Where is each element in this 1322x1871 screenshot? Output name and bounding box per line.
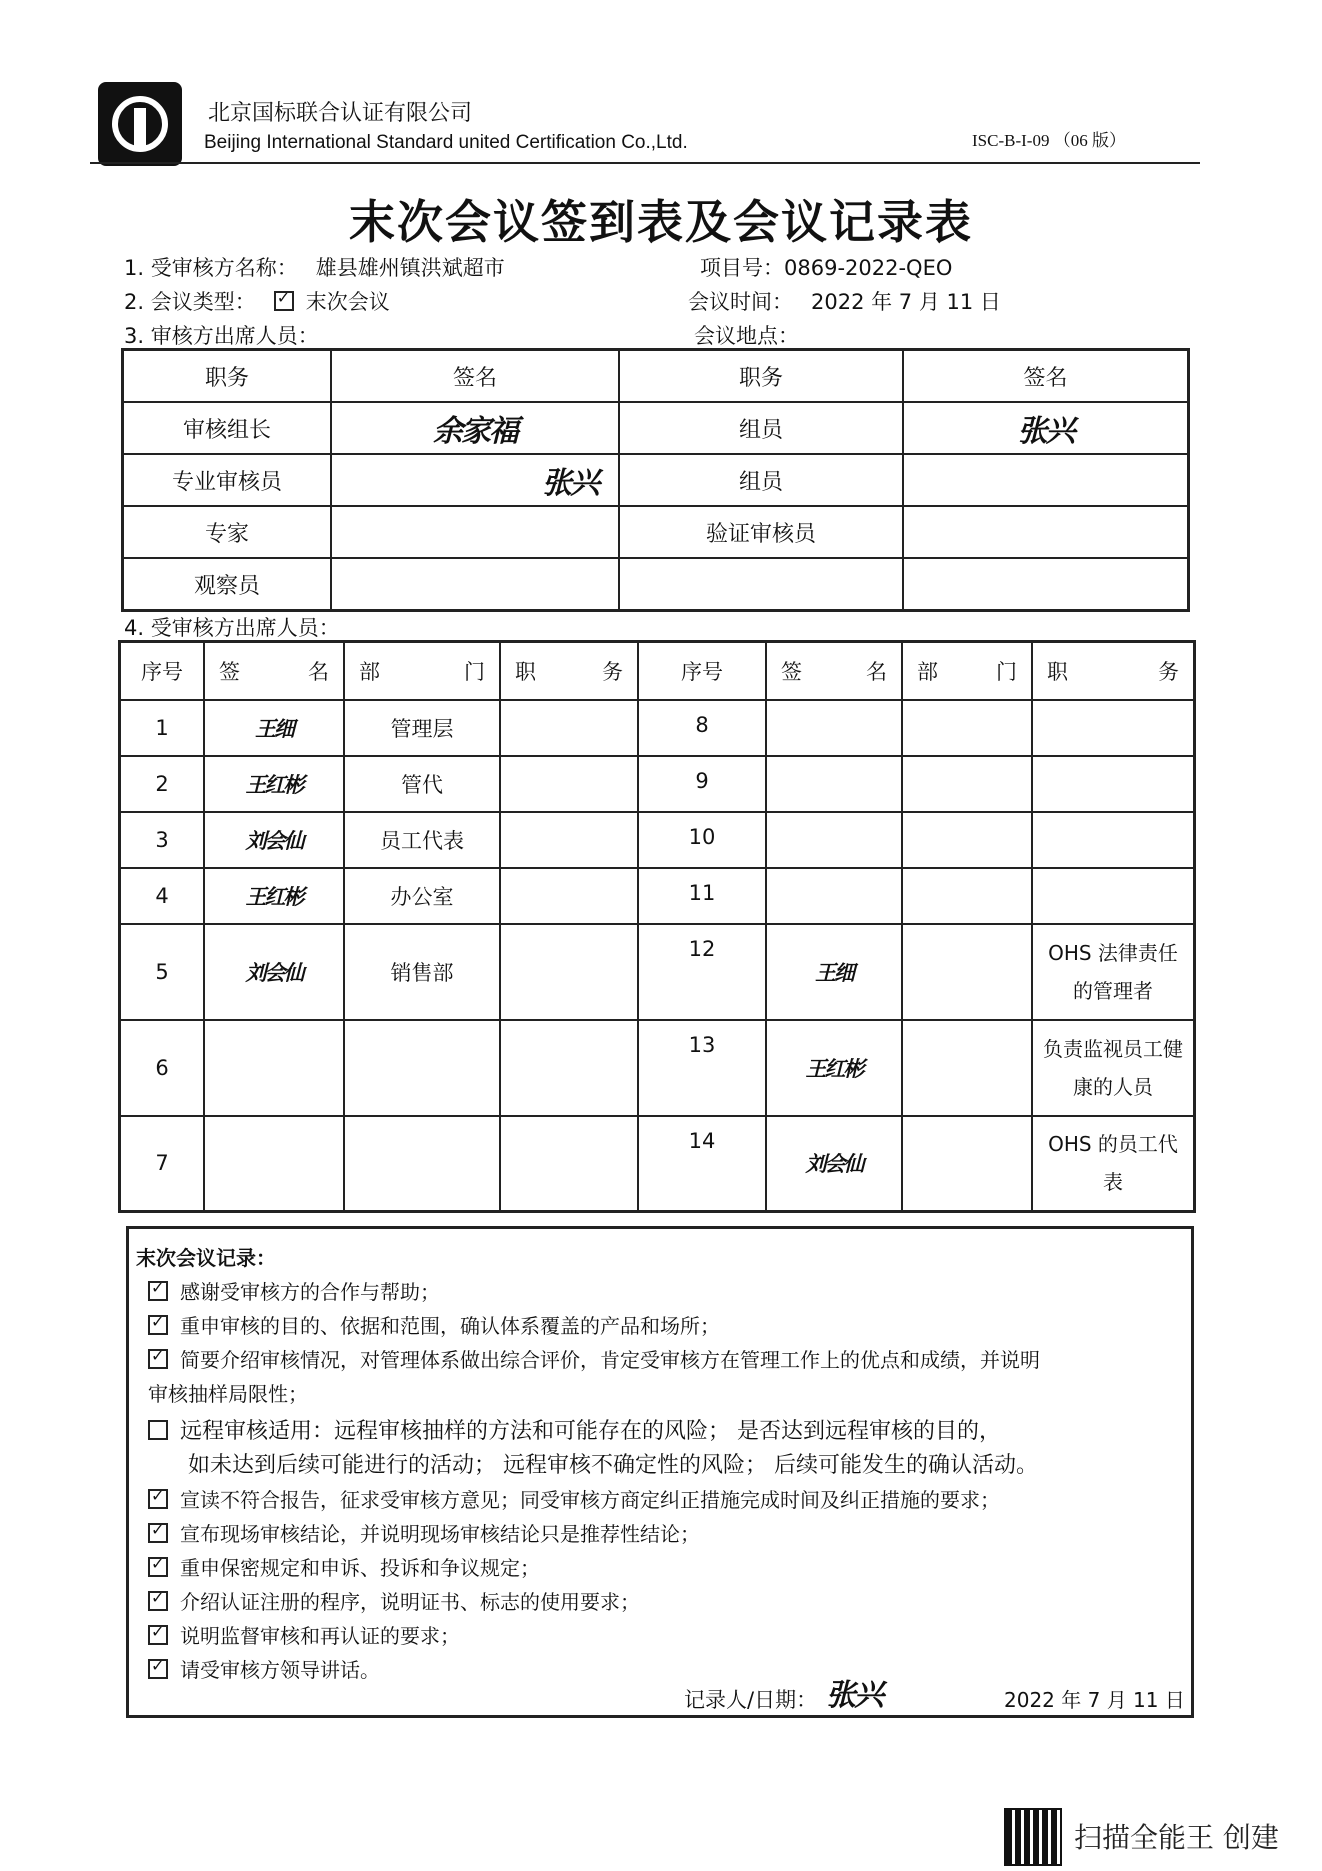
signature-cell: 王细 xyxy=(204,700,344,756)
header-position: 职 务 xyxy=(1032,642,1195,700)
role-cell: 专家 xyxy=(123,506,332,558)
signature-cell: 王红彬 xyxy=(204,756,344,812)
row-number-cell: 14 xyxy=(638,1116,766,1212)
row-number-cell: 8 xyxy=(638,700,766,756)
role-cell: 审核组长 xyxy=(123,402,332,454)
department-cell xyxy=(902,1116,1032,1212)
checked-box-icon xyxy=(148,1625,168,1645)
table-row xyxy=(120,756,1195,812)
table-row xyxy=(123,454,1189,506)
signature-cell xyxy=(903,454,1189,506)
form-code: ISC-B-I-09 （06 版） xyxy=(972,131,1126,150)
department-cell xyxy=(902,812,1032,868)
scanner-watermark: 扫描全能王 创建 xyxy=(1074,1821,1279,1854)
company-logo xyxy=(98,82,182,166)
signature-cell: 王红彬 xyxy=(204,868,344,924)
page-title: 末次会议签到表及会议记录表 xyxy=(349,195,973,249)
row-number-cell: 13 xyxy=(638,1020,766,1116)
meeting-time-label: 会议时间： xyxy=(688,290,793,314)
company-name-cn: 北京国标联合认证有限公司 xyxy=(208,101,473,126)
position-cell xyxy=(500,868,638,924)
checked-box-icon xyxy=(148,1315,168,1335)
row-number-cell: 4 xyxy=(120,868,205,924)
department-cell xyxy=(344,1020,500,1116)
record-title: 末次会议记录： xyxy=(136,1246,276,1270)
position-cell xyxy=(500,812,638,868)
unchecked-box-icon xyxy=(148,1420,168,1440)
meeting-place-label: 会议地点： xyxy=(694,324,799,348)
record-item xyxy=(148,1344,1040,1373)
signature-cell: 王红彬 xyxy=(766,1020,902,1116)
recorder-signature: 张兴 xyxy=(826,1678,882,1713)
meeting-type-checkbox xyxy=(274,291,294,311)
meeting-time-line xyxy=(688,286,1001,316)
row-number-cell: 12 xyxy=(638,924,766,1020)
role-cell: 验证审核员 xyxy=(619,506,903,558)
record-item xyxy=(148,1552,540,1581)
table-row xyxy=(120,1020,1195,1116)
row-number-cell: 1 xyxy=(120,700,205,756)
record-item xyxy=(148,1654,380,1683)
role-cell: 专业审核员 xyxy=(123,454,332,506)
signature-cell xyxy=(903,506,1189,558)
project-label: 项目号： xyxy=(700,256,784,280)
header-department: 部 门 xyxy=(344,642,500,700)
role-cell: 观察员 xyxy=(123,558,332,611)
record-item-text: 远程审核适用：远程审核抽样的方法和可能存在的风险； 是否达到远程审核的目的， xyxy=(180,1419,1001,1444)
record-item-text: 宣布现场审核结论，并说明现场审核结论只是推荐性结论； xyxy=(180,1522,700,1546)
recorder-label: 记录人/日期： xyxy=(684,1688,818,1712)
row-number-cell: 3 xyxy=(120,812,205,868)
position-cell: OHS 的员工代表 xyxy=(1032,1116,1195,1212)
header-divider xyxy=(90,162,1200,164)
signature-cell xyxy=(903,558,1189,611)
table-header-row xyxy=(120,642,1195,700)
role-cell: 组员 xyxy=(619,454,903,506)
signature-cell: 余家福 xyxy=(331,402,619,454)
record-item-text: 说明监督审核和再认证的要求； xyxy=(180,1624,460,1648)
position-cell xyxy=(1032,756,1195,812)
auditee-attendees-label: 4. 受审核方出席人员： xyxy=(124,616,340,640)
department-cell xyxy=(902,924,1032,1020)
table-row xyxy=(120,812,1195,868)
table-row xyxy=(123,506,1189,558)
header-position: 职 务 xyxy=(500,642,638,700)
record-item-text: 宣读不符合报告，征求受审核方意见；同受审核方商定纠正措施完成时间及纠正措施的要求； xyxy=(180,1488,1000,1512)
checked-box-icon xyxy=(148,1523,168,1543)
checked-box-icon xyxy=(148,1281,168,1301)
header-no: 序号 xyxy=(120,642,205,700)
auditor-attendance-table xyxy=(121,348,1190,612)
checked-box-icon xyxy=(148,1349,168,1369)
row-number-cell: 10 xyxy=(638,812,766,868)
header-signature: 签名 xyxy=(903,350,1189,403)
department-cell: 销售部 xyxy=(344,924,500,1020)
header-signature: 签 名 xyxy=(766,642,902,700)
meeting-type-value: 末次会议 xyxy=(305,290,390,314)
signature-cell: 王细 xyxy=(766,924,902,1020)
department-cell: 管代 xyxy=(344,756,500,812)
table-row xyxy=(120,700,1195,756)
record-item-text: 请受审核方领导讲话。 xyxy=(180,1658,380,1682)
table-header-row xyxy=(123,350,1189,403)
header-position: 职务 xyxy=(123,350,332,403)
position-cell xyxy=(500,700,638,756)
table-row xyxy=(123,558,1189,611)
header-signature: 签名 xyxy=(331,350,619,403)
position-cell xyxy=(1032,868,1195,924)
record-item-text: 介绍认证注册的程序，说明证书、标志的使用要求； xyxy=(180,1590,640,1614)
meeting-type-label: 2. 会议类型： xyxy=(124,290,256,314)
record-item xyxy=(148,1310,720,1339)
auditee-attendance-table xyxy=(118,640,1196,1213)
signature-cell: 刘会仙 xyxy=(766,1116,902,1212)
signature-cell: 张兴 xyxy=(331,454,619,506)
checked-box-icon xyxy=(148,1591,168,1611)
role-cell xyxy=(619,558,903,611)
record-item xyxy=(148,1378,308,1407)
department-cell: 员工代表 xyxy=(344,812,500,868)
header-signature: 签 名 xyxy=(204,642,344,700)
position-cell xyxy=(1032,700,1195,756)
table-row xyxy=(120,924,1195,1020)
checked-box-icon xyxy=(148,1557,168,1577)
signature-cell xyxy=(204,1020,344,1116)
qr-code-icon xyxy=(1004,1808,1062,1866)
position-cell xyxy=(500,924,638,1020)
auditee-label: 1. 受审核方名称： xyxy=(124,256,298,280)
signature-cell xyxy=(331,558,619,611)
record-item xyxy=(188,1448,1038,1479)
record-item xyxy=(148,1276,440,1305)
meeting-time-value: 2022 年 7 月 11 日 xyxy=(811,290,1001,314)
department-cell xyxy=(902,700,1032,756)
record-item xyxy=(148,1518,700,1547)
project-line xyxy=(700,252,952,282)
record-date: 2022 年 7 月 11 日 xyxy=(1004,1688,1185,1712)
row-number-cell: 9 xyxy=(638,756,766,812)
department-cell: 管理层 xyxy=(344,700,500,756)
record-item-text: 重申审核的目的、依据和范围，确认体系覆盖的产品和场所； xyxy=(180,1314,720,1338)
company-name-en: Beijing International Standard united Certification Co.,Ltd. xyxy=(204,132,688,153)
signature-cell: 刘会仙 xyxy=(204,812,344,868)
position-cell xyxy=(1032,812,1195,868)
record-item-text: 感谢受审核方的合作与帮助； xyxy=(180,1280,440,1304)
row-number-cell: 11 xyxy=(638,868,766,924)
record-item xyxy=(148,1620,460,1649)
signature-cell: 张兴 xyxy=(903,402,1189,454)
row-number-cell: 6 xyxy=(120,1020,205,1116)
row-number-cell: 2 xyxy=(120,756,205,812)
auditee-name-line xyxy=(124,252,505,282)
auditee-value: 雄县雄州镇洪斌超市 xyxy=(315,256,505,280)
position-cell xyxy=(500,1116,638,1212)
row-number-cell: 7 xyxy=(120,1116,205,1212)
record-item-text: 如未达到后续可能进行的活动； 远程审核不确定性的风险； 后续可能发生的确认活动。 xyxy=(188,1453,1038,1478)
department-cell xyxy=(902,868,1032,924)
record-item-text: 重申保密规定和申诉、投诉和争议规定； xyxy=(180,1556,540,1580)
role-cell: 组员 xyxy=(619,402,903,454)
department-cell xyxy=(902,756,1032,812)
position-cell: 负责监视员工健康的人员 xyxy=(1032,1020,1195,1116)
record-item-text: 审核抽样局限性； xyxy=(148,1382,308,1406)
table-row xyxy=(120,1116,1195,1212)
department-cell: 办公室 xyxy=(344,868,500,924)
row-number-cell: 5 xyxy=(120,924,205,1020)
header-department: 部 门 xyxy=(902,642,1032,700)
auditor-attendees-label: 3. 审核方出席人员： xyxy=(124,324,319,348)
signature-cell xyxy=(766,868,902,924)
table-row xyxy=(123,402,1189,454)
department-cell xyxy=(344,1116,500,1212)
meeting-type-line xyxy=(124,286,390,316)
signature-cell xyxy=(766,756,902,812)
signature-cell xyxy=(331,506,619,558)
signature-cell xyxy=(766,700,902,756)
table-row xyxy=(120,868,1195,924)
record-item-text: 简要介绍审核情况，对管理体系做出综合评价，肯定受审核方在管理工作上的优点和成绩，并说明 xyxy=(180,1348,1040,1372)
header-no: 序号 xyxy=(638,642,766,700)
checked-box-icon xyxy=(148,1489,168,1509)
record-item xyxy=(148,1484,1000,1513)
record-item xyxy=(148,1586,640,1615)
header-position: 职务 xyxy=(619,350,903,403)
record-item xyxy=(148,1414,1001,1445)
department-cell xyxy=(902,1020,1032,1116)
signature-cell xyxy=(204,1116,344,1212)
signature-cell: 刘会仙 xyxy=(204,924,344,1020)
signature-cell xyxy=(766,812,902,868)
checked-box-icon xyxy=(148,1659,168,1679)
project-value: 0869-2022-QEO xyxy=(784,256,953,280)
position-cell: OHS 法律责任的管理者 xyxy=(1032,924,1195,1020)
position-cell xyxy=(500,756,638,812)
position-cell xyxy=(500,1020,638,1116)
